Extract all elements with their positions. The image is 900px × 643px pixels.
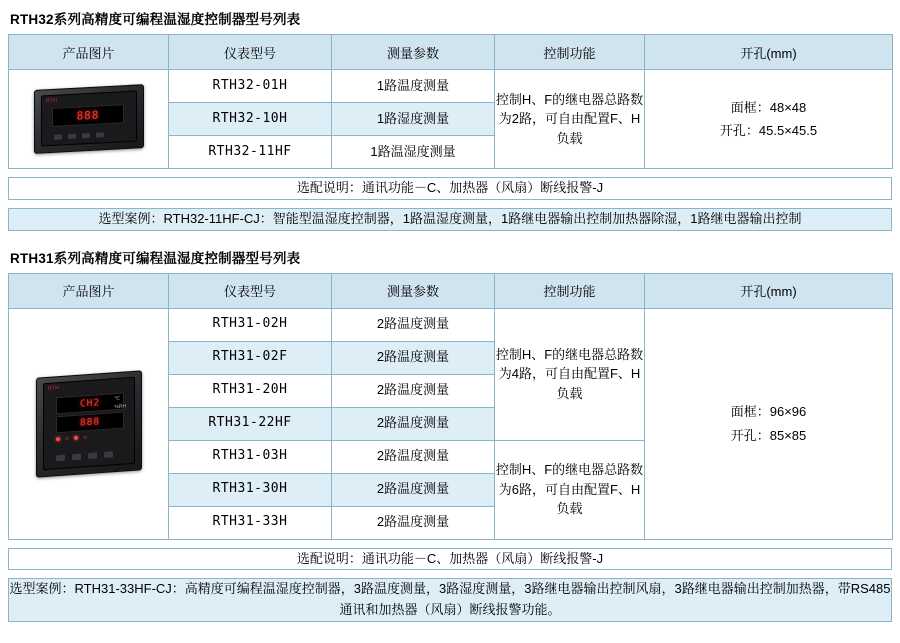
col-header-model: 仪表型号 bbox=[169, 35, 332, 70]
spec-table-rth31 bbox=[8, 273, 893, 540]
col-header-parameter: 测量参数 bbox=[332, 273, 495, 308]
device-led-display-top bbox=[56, 392, 124, 414]
col-header-hole: 开孔(mm) bbox=[645, 35, 893, 70]
model-cell: RTH31-02F bbox=[169, 341, 332, 374]
section-title-rth31: RTH31系列高精度可编程温湿度控制器型号列表 bbox=[10, 250, 301, 266]
hole-cut-text: 开孔：85×85 bbox=[730, 427, 807, 443]
device-button bbox=[104, 451, 113, 458]
model-cell: RTH32-11HF bbox=[169, 136, 332, 169]
parameter-cell: 1路温度测量 bbox=[332, 70, 495, 103]
col-header-product-image: 产品图片 bbox=[9, 273, 169, 308]
hole-size-cell bbox=[645, 308, 893, 539]
hole-frame-text: 面框：96×96 bbox=[730, 404, 807, 420]
device-indicator-led bbox=[56, 437, 60, 441]
device-brand-label: RTH bbox=[47, 384, 59, 392]
device-illustration-rth31 bbox=[36, 370, 142, 477]
device-unit-marks: ℃ %RH bbox=[113, 395, 126, 410]
device-illustration-rth32 bbox=[34, 84, 144, 154]
device-button bbox=[82, 133, 90, 138]
model-cell: RTH32-01H bbox=[169, 70, 332, 103]
note-row bbox=[9, 548, 892, 570]
control-function-cell-top: 控制H、F的继电器总路数为4路，可自由配置F、H负载 bbox=[495, 308, 645, 440]
table-row bbox=[9, 70, 893, 103]
parameter-cell: 2路温度测量 bbox=[332, 506, 495, 539]
device-button bbox=[96, 132, 104, 137]
device-led-display-bottom bbox=[56, 411, 124, 433]
model-cell: RTH31-33H bbox=[169, 506, 332, 539]
notes-table-rth32-option bbox=[8, 177, 892, 200]
spacer bbox=[8, 231, 892, 245]
parameter-cell: 2路温度测量 bbox=[332, 473, 495, 506]
example-note-rth32: 选型案例：RTH32-11HF-CJ：智能型温湿度控制器，1路温湿度测量，1路继电器输出控制加热器除湿，1路继电器输出控制 bbox=[9, 208, 892, 230]
device-button bbox=[54, 134, 62, 139]
device-button bbox=[68, 134, 76, 139]
device-indicator-led bbox=[65, 436, 69, 440]
note-row bbox=[9, 178, 892, 200]
device-buttons bbox=[56, 451, 113, 461]
device-display-value-top: CH2 bbox=[79, 396, 100, 410]
spec-table-rth32 bbox=[8, 34, 893, 169]
spacer bbox=[8, 570, 892, 578]
col-header-control: 控制功能 bbox=[495, 35, 645, 70]
col-header-control: 控制功能 bbox=[495, 273, 645, 308]
product-image-rth31 bbox=[9, 308, 169, 539]
device-indicator-led bbox=[83, 435, 87, 439]
parameter-cell: 2路温度测量 bbox=[332, 308, 495, 341]
parameter-cell: 2路温度测量 bbox=[332, 341, 495, 374]
parameter-cell: 1路温湿度测量 bbox=[332, 136, 495, 169]
spacer bbox=[8, 200, 892, 208]
col-header-model: 仪表型号 bbox=[169, 273, 332, 308]
device-display-value-bottom: 888 bbox=[79, 415, 100, 429]
table-row bbox=[9, 308, 893, 341]
section-title-rth32: RTH32系列高精度可编程温湿度控制器型号列表 bbox=[10, 12, 301, 27]
table-header-row bbox=[9, 35, 893, 70]
optional-note-rth32: 选配说明：通讯功能－C、加热器（风扇）断线报警-J bbox=[9, 178, 892, 200]
spacer bbox=[8, 169, 892, 177]
hole-cut-text: 开孔：45.5×45.5 bbox=[719, 123, 818, 138]
parameter-cell: 2路温度测量 bbox=[332, 374, 495, 407]
col-header-parameter: 测量参数 bbox=[332, 35, 495, 70]
hole-size-cell bbox=[645, 70, 893, 169]
note-row bbox=[9, 579, 892, 622]
product-image-rth32 bbox=[9, 70, 169, 169]
device-display-value: 888 bbox=[76, 108, 99, 123]
model-cell: RTH31-03H bbox=[169, 440, 332, 473]
device-button bbox=[88, 452, 97, 459]
device-button bbox=[72, 453, 81, 460]
notes-table-rth31-option bbox=[8, 548, 892, 571]
model-cell: RTH31-20H bbox=[169, 374, 332, 407]
device-button bbox=[56, 454, 65, 461]
spacer bbox=[8, 540, 892, 548]
notes-table-rth31-example bbox=[8, 578, 892, 622]
parameter-cell: 2路温度测量 bbox=[332, 440, 495, 473]
table-header-row bbox=[9, 273, 893, 308]
device-led-display bbox=[52, 104, 124, 127]
model-cell: RTH31-22HF bbox=[169, 407, 332, 440]
optional-note-rth31: 选配说明：通讯功能－C、加热器（风扇）断线报警-J bbox=[9, 548, 892, 570]
model-cell: RTH31-30H bbox=[169, 473, 332, 506]
device-brand-label: RTH bbox=[45, 97, 57, 105]
device-indicator-leds bbox=[56, 435, 87, 441]
col-header-product-image: 产品图片 bbox=[9, 35, 169, 70]
note-row bbox=[9, 208, 892, 230]
control-function-cell: 控制H、F的继电器总路数为2路，可自由配置F、H负载 bbox=[495, 70, 645, 169]
parameter-cell: 2路温度测量 bbox=[332, 407, 495, 440]
notes-table-rth32-example bbox=[8, 208, 892, 231]
model-cell: RTH31-02H bbox=[169, 308, 332, 341]
col-header-hole: 开孔(mm) bbox=[645, 273, 893, 308]
example-note-rth31: 选型案例：RTH31-33HF-CJ：高精度可编程温湿度控制器，3路温度测量，3路湿度测量，3路继电器输出控制风扇，3路继电器输出控制加热器，带RS485通讯和加热器（风扇）断线报警功能。 bbox=[9, 579, 892, 622]
model-cell: RTH32-10H bbox=[169, 103, 332, 136]
device-buttons bbox=[54, 132, 104, 140]
hole-frame-text: 面框：48×48 bbox=[730, 99, 807, 115]
device-indicator-led bbox=[74, 435, 78, 439]
control-function-cell-bottom: 控制H、F的继电器总路数为6路，可自由配置F、H负载 bbox=[495, 440, 645, 539]
parameter-cell: 1路湿度测量 bbox=[332, 103, 495, 136]
